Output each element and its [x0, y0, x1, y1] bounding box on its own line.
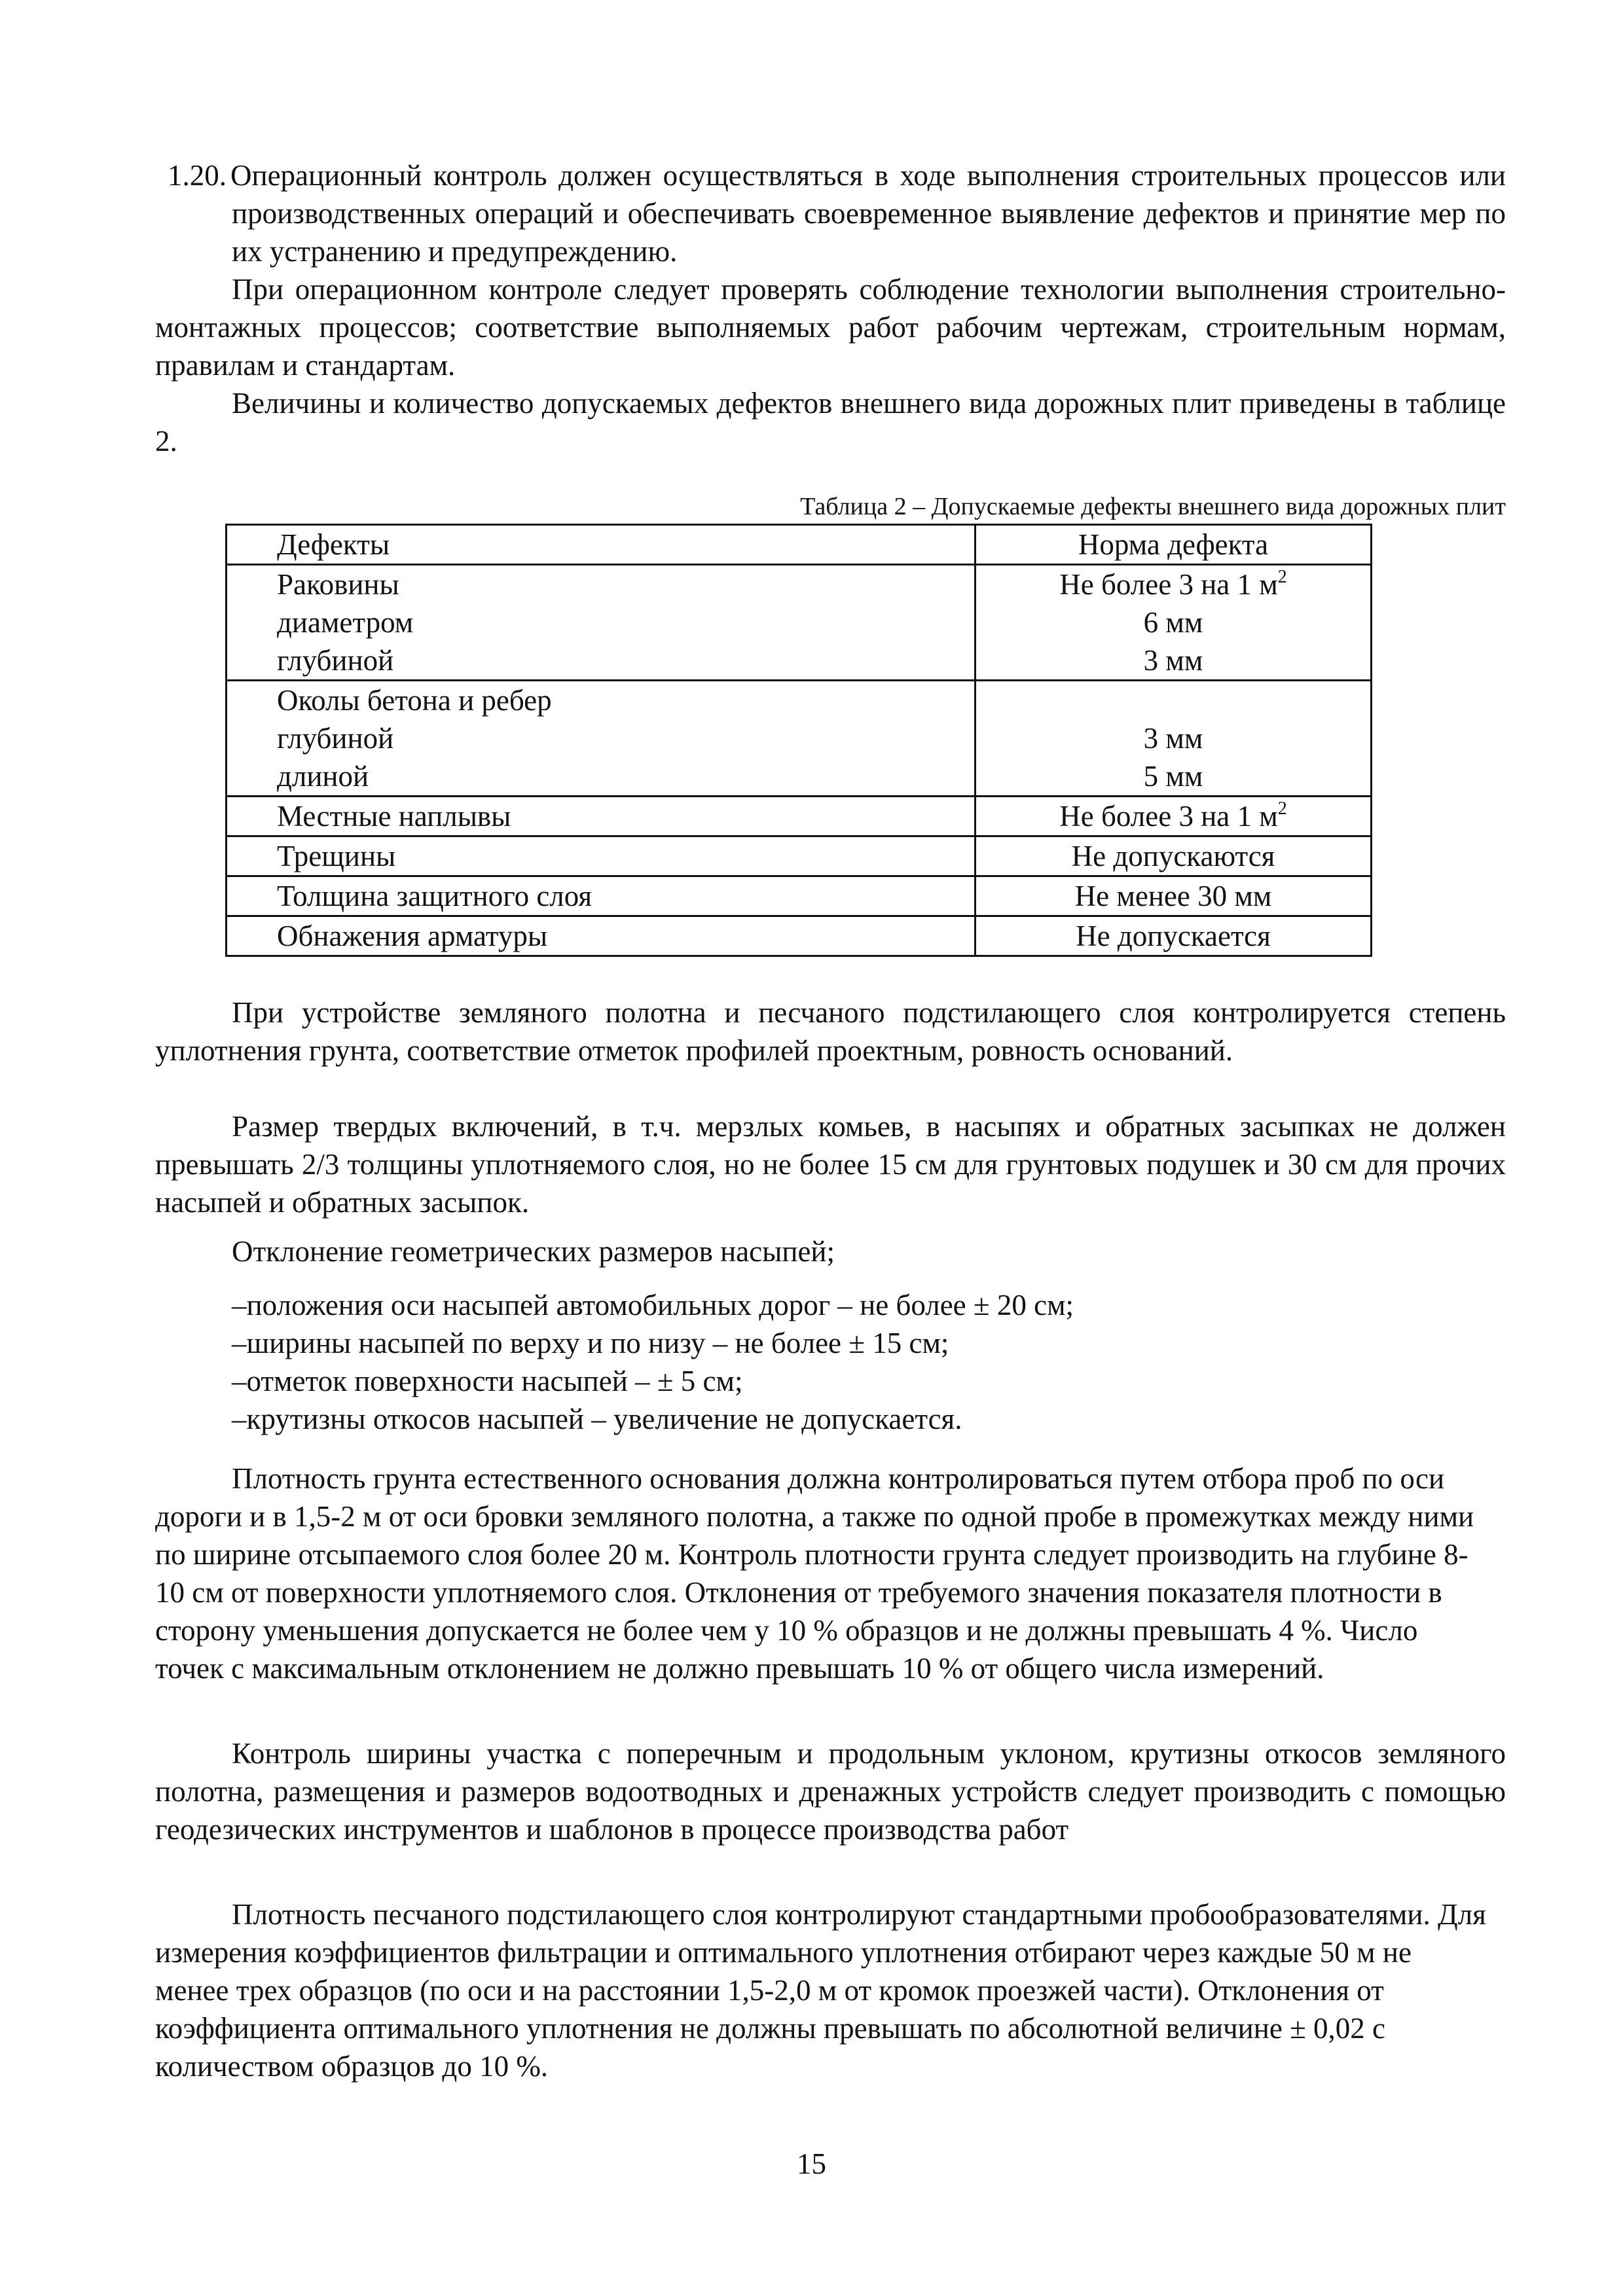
norm-text: Не более 3 на 1 м — [1059, 568, 1278, 601]
item-1-20 — [168, 156, 1506, 270]
paragraph-table-reference: Величины и количество допускаемых дефектов внешнего вида дорожных плит приведены в таблице 2. — [155, 387, 1506, 457]
list-item: –ширины насыпей по верху и по низу – не более ± 15 см; — [232, 1327, 949, 1359]
norm-line — [976, 681, 1370, 719]
norm-cell: Не менее 30 мм — [976, 876, 1372, 916]
norm-line: 6 мм — [1143, 606, 1203, 639]
page-number: 15 — [797, 2147, 826, 2180]
paragraph-width-control: Контроль ширины участка с поперечным и продольным уклоном, крутизны откосов земляного полотна, размещения и размеров водоотводных и дренажных устройств следует производить с помощью геодезических инструментов и шаблонов в процессе производства работ — [155, 1737, 1506, 1846]
table-row — [227, 876, 1372, 916]
list-item: –положения оси насыпей автомобильных дорог – не более ± 20 см; — [232, 1289, 1074, 1321]
item-number: 1.20. — [168, 159, 227, 192]
table-header-row — [227, 525, 1372, 565]
defect-cell: Местные наплывы — [227, 797, 976, 836]
norm-line: 3 мм — [1143, 722, 1203, 755]
table-row — [227, 797, 1372, 836]
defect-line: глубиной — [277, 722, 394, 755]
paragraph-subgrade: При устройстве земляного полотна и песчаного подстилающего слоя контролируется степень уплотнения грунта, соответствие отметок профилей проектным, ровность оснований. — [155, 996, 1506, 1067]
table-caption: Таблица 2 – Допускаемые дефекты внешнего вида дорожных плит — [800, 493, 1506, 520]
paragraph-deviation-intro: Отклонение геометрических размеров насыпей; — [232, 1235, 835, 1268]
defect-cell: Толщина защитного слоя — [227, 876, 976, 916]
norm-cell — [976, 797, 1372, 836]
paragraph-operational-control: При операционном контроле следует проверять соблюдение технологии выполнения строительно-монтажных процессов; соответствие выполняемых работ рабочим чертежам, строительным нормам, правилам и стандартам. — [155, 273, 1506, 382]
norm-superscript: 2 — [1277, 567, 1287, 587]
defects-table — [225, 524, 1372, 957]
norm-cell: Не допускаются — [976, 836, 1372, 876]
header-norm: Норма дефекта — [976, 525, 1372, 565]
norm-line: 5 мм — [1143, 760, 1203, 793]
norm-cell — [976, 565, 1372, 681]
defect-line: Околы бетона и ребер — [277, 684, 552, 717]
defect-cell: Обнажения арматуры — [227, 916, 976, 956]
norm-line: 3 мм — [1143, 644, 1203, 677]
table-row — [227, 565, 1372, 681]
table-row — [227, 681, 1372, 797]
defect-line: Раковины — [277, 568, 399, 601]
table-row — [227, 836, 1372, 876]
list-item: –отметок поверхности насыпей – ± 5 см; — [232, 1365, 743, 1397]
defect-line: диаметром — [277, 606, 414, 639]
paragraph-sand-layer: Плотность песчаного подстилающего слоя контролируют стандартными пробообразователями. Для измерения коэффициентов фильтрации и оптимального уплотнения отбирают через каждые 50 м не менее трех образцов (по оси и на расстоянии 1,5-2,0 м от кромок проезжей части). Отклонения от коэффициента оптимального уплотнения не должны превышать по абсолютной величине ± 0,02 с количеством образцов до 10 %. — [155, 1898, 1486, 2083]
defect-cell: Трещины — [227, 836, 976, 876]
defect-line: длиной — [277, 760, 369, 793]
norm-cell: Не допускается — [976, 916, 1372, 956]
defect-cell — [227, 681, 976, 797]
deviation-list — [232, 1286, 1506, 1438]
defect-line: глубиной — [277, 644, 394, 677]
header-defect: Дефекты — [227, 525, 976, 565]
norm-superscript: 2 — [1277, 798, 1287, 819]
list-item: –крутизны откосов насыпей – увеличение не допускается. — [232, 1403, 962, 1435]
table-row — [227, 916, 1372, 956]
paragraph-density: Плотность грунта естественного основания должна контролироваться путем отбора проб по оси дороги и в 1,5-2 м от оси бровки земляного полотна, а также по одной пробе в промежутках между ними по ширине отсыпаемого слоя более 20 м. Контроль плотности грунта следует производить на глубине 8-10 см от поверхности уплотняемого слоя. Отклонения от требуемого значения показателя плотности в сторону уменьшения допускается не более чем у 10 % образцов и не должны превышать 4 %. Число точек с максимальным отклонением не должно превышать 10 % от общего числа измерений. — [155, 1462, 1474, 1685]
defect-cell — [227, 565, 976, 681]
norm-text: Не более 3 на 1 м — [1059, 800, 1278, 833]
paragraph-inclusions: Размер твердых включений, в т.ч. мерзлых комьев, в насыпях и обратных засыпках не должен превышать 2/3 толщины уплотняемого слоя, но не более 15 см для грунтовых подушек и 30 см для прочих насыпей и обратных засыпок. — [155, 1110, 1506, 1219]
norm-line — [976, 565, 1370, 603]
item-text: Операционный контроль должен осуществляться в ходе выполнения строительных процессов или производственных операций и обеспечивать своевременное выявление дефектов и принятие мер по их устранению и предупреждению. — [230, 159, 1506, 268]
norm-cell — [976, 681, 1372, 797]
